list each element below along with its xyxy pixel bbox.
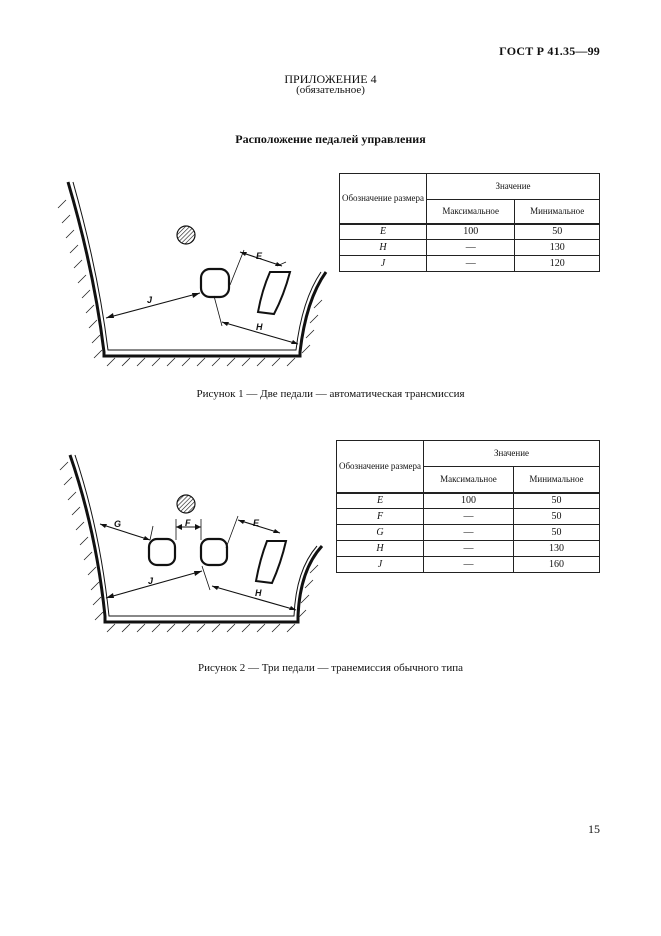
col-value: Значение	[424, 441, 600, 467]
col-min: Минимальное	[513, 467, 599, 493]
figure-1-caption: Рисунок 1 — Две педали — автоматическая трансмиссия	[196, 388, 465, 400]
dim-label-f: F	[185, 518, 191, 528]
table-row: J — 120	[340, 256, 600, 272]
dim-label-j: J	[147, 295, 153, 305]
col-max: Максимальное	[427, 200, 515, 224]
table-row: H — 130	[340, 240, 600, 256]
dim-label-e: E	[256, 251, 263, 261]
table-row: H — 130	[337, 541, 600, 557]
section-title: Расположение педалей управления	[235, 132, 426, 146]
table-row: F — 50	[337, 509, 600, 525]
col-value: Значение	[427, 174, 600, 200]
page-number: 15	[588, 822, 600, 836]
dim-label-j: J	[148, 576, 154, 586]
col-max: Максимальное	[424, 467, 514, 493]
dim-label-h: H	[255, 588, 262, 598]
figure-2-table	[336, 440, 600, 573]
col-min: Минимальное	[515, 200, 600, 224]
table-row: E 100 50	[337, 493, 600, 509]
annex-status: (обязательное)	[296, 84, 365, 96]
table-row: E 100 50	[340, 224, 600, 240]
table-row: J — 160	[337, 557, 600, 573]
dim-label-g: G	[114, 519, 122, 529]
figure-2-caption: Рисунок 2 — Три педали — транемиссия обычного типа	[198, 662, 463, 674]
col-designation: Обозначение размера	[337, 441, 424, 493]
table-row: G — 50	[337, 525, 600, 541]
document-code: ГОСТ Р 41.35—99	[499, 44, 600, 58]
dim-label-e: E	[253, 518, 260, 528]
annex-title: ПРИЛОЖЕНИЕ 4	[284, 72, 377, 86]
col-designation: Обозначение размера	[340, 174, 427, 224]
dim-label-h: H	[256, 322, 263, 332]
